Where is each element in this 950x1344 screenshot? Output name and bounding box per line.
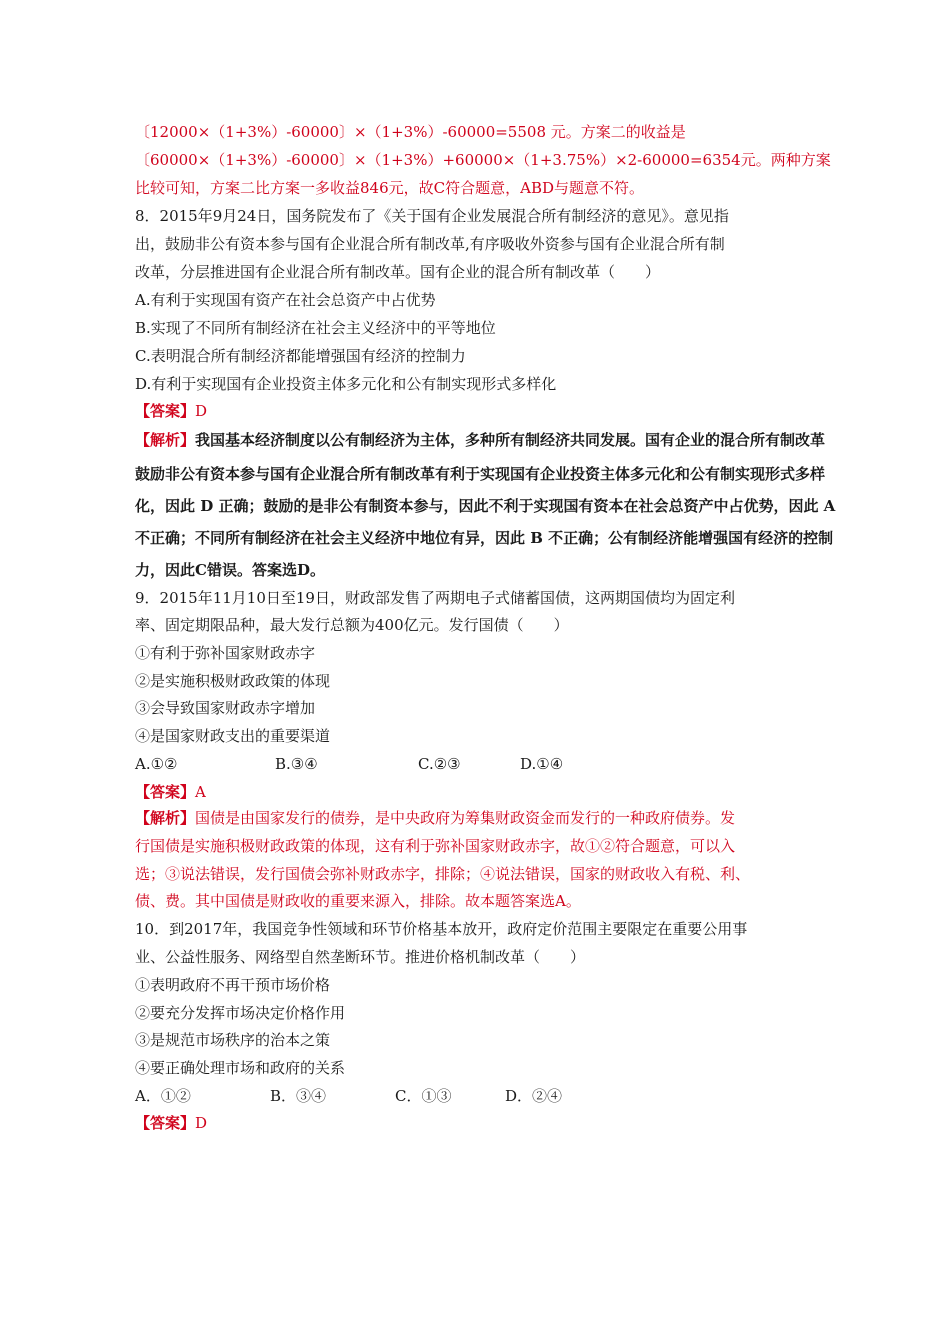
q9-analysis-line: 债、费。其中国债是财政收的重要来源入，排除。故本题答案选A。 [135, 892, 581, 910]
q8-analysis-line: 鼓励非公有资本参与国有企业混合所有制改革有利于实现国有企业投资主体多元化和公有制实现形式多样 [135, 465, 826, 483]
q9-item: ④是国家财政支出的重要渠道 [135, 727, 331, 745]
q10-item: ①表明政府不再干预市场价格 [135, 976, 331, 994]
q9-stem-line: 率、固定期限品种，最大发行总额为400亿元。发行国债（ ） [135, 616, 569, 634]
q9-item: ③会导致国家财政赤字增加 [135, 699, 316, 717]
q10-item: ④要正确处理市场和政府的关系 [135, 1059, 346, 1077]
q8-stem-line: 8．2015年9月24日，国务院发布了《关于国有企业发展混合所有制经济的意见》。意见指 [135, 207, 729, 225]
q10-answer [135, 1113, 207, 1133]
q10-choices [135, 1086, 735, 1106]
q9-choice-a: A.①② [135, 755, 178, 773]
q8-analysis-line: 化，因此 D 正确；鼓励的是非公有制资本参与，因此不利于实现国有资本在社会总资产中占优势，因此 A [135, 497, 836, 515]
q9-choice-d: D.①④ [520, 755, 564, 773]
q9-choice-b: B.③④ [275, 755, 318, 773]
q9-analysis-line: 行国债是实施积极财政政策的体现，这有利于弥补国家财政赤字，故①②符合题意，可以入 [135, 837, 736, 855]
q8-analysis [135, 430, 825, 450]
q9-analysis-line: 国债是由国家发行的债券，是中央政府为筹集财政资金而发行的一种政府债券。发 [195, 809, 736, 827]
q10-item: ③是规范市场秩序的治本之策 [135, 1031, 331, 1049]
q10-choice-d: D．②④ [505, 1087, 563, 1105]
q9-stem-line: 9．2015年11月10日至19日，财政部发售了两期电子式储蓄国债，这两期国债均为固定利 [135, 589, 735, 607]
q9-analysis [135, 808, 735, 828]
answer-value: A [195, 783, 206, 801]
answer-tag: 【答案】 [135, 402, 196, 420]
q10-stem-line: 业、公益性服务、网络型自然垄断环节。推进价格机制改革（ ） [135, 948, 586, 966]
q9-choice-c: C.②③ [418, 755, 461, 773]
q8-analysis-line: 力，因此C错误。答案选D。 [135, 561, 325, 579]
q10-choice-b: B．③④ [270, 1087, 327, 1105]
q8-answer [135, 401, 207, 421]
answer-tag: 【答案】 [135, 1114, 196, 1132]
q7-analysis-line: 比较可知，方案二比方案一多收益846元，故C符合题意，ABD与题意不符。 [135, 179, 644, 197]
q9-answer [135, 782, 206, 802]
q8-analysis-line: 不正确；不同所有制经济在社会主义经济中地位有异，因此 B 不正确；公有制经济能增强国有经济的控制 [135, 529, 834, 547]
q9-choices [135, 754, 735, 774]
q7-analysis-line: 〔12000×（1+3%）-60000〕×（1+3%）-60000=5508 元。方案二的收益是 [135, 123, 686, 141]
q8-option-c: C.表明混合所有制经济都能增强国有经济的控制力 [135, 347, 466, 365]
q8-analysis-line: 我国基本经济制度以公有制经济为主体，多种所有制经济共同发展。国有企业的混合所有制改革 [195, 431, 826, 449]
q8-option-a: A.有利于实现国有资产在社会总资产中占优势 [135, 291, 436, 309]
q7-analysis-line: 〔60000×（1+3%）-60000〕×（1+3%）+60000×（1+3.75%）×2-60000=6354元。两种方案 [135, 151, 831, 169]
q10-choice-c: C．①③ [395, 1087, 452, 1105]
q8-option-b: B.实现了不同所有制经济在社会主义经济中的平等地位 [135, 319, 496, 337]
answer-value: D [195, 1114, 208, 1132]
q8-stem-line: 出，鼓励非公有资本参与国有企业混合所有制改革,有序吸收外资参与国有企业混合所有制 [135, 235, 725, 253]
analysis-tag: 【解析】 [135, 809, 196, 827]
q8-stem-line: 改革，分层推进国有企业混合所有制改革。国有企业的混合所有制改革（ ） [135, 263, 661, 281]
q9-item: ②是实施积极财政政策的体现 [135, 672, 331, 690]
q10-item: ②要充分发挥市场决定价格作用 [135, 1004, 346, 1022]
analysis-tag: 【解析】 [135, 431, 196, 449]
q10-stem-line: 10．到2017年，我国竞争性领域和环节价格基本放开，政府定价范围主要限定在重要公用事 [135, 920, 748, 938]
q9-analysis-line: 选；③说法错误，发行国债会弥补财政赤字，排除；④说法错误，国家的财政收入有税、利、 [135, 865, 751, 883]
answer-value: D [195, 402, 208, 420]
answer-tag: 【答案】 [135, 783, 196, 801]
q9-item: ①有利于弥补国家财政赤字 [135, 644, 316, 662]
q10-choice-a: A．①② [135, 1087, 191, 1105]
q8-option-d: D.有利于实现国有企业投资主体多元化和公有制实现形式多样化 [135, 375, 557, 393]
